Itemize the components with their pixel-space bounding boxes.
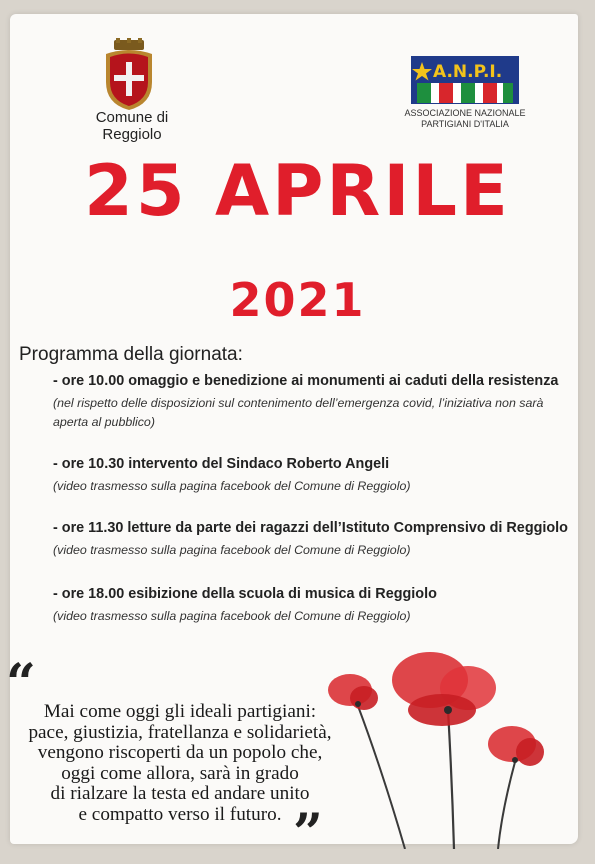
program-item: [53, 372, 573, 432]
program-item-main: - ore 10.30 intervento del Sindaco Roberto Angeli: [53, 456, 390, 472]
quote-line: pace, giustizia, fratellanza e solidarietà,: [28, 721, 332, 743]
quote-close-mark: ”: [293, 803, 323, 864]
quote-line: e compatto verso il futuro.: [78, 803, 282, 825]
quote-open-mark: “: [6, 653, 36, 714]
poppy-flowers-icon: [320, 640, 580, 849]
coat-of-arms-icon: [100, 38, 158, 112]
comune-line-2: Reggiolo: [102, 126, 162, 143]
quote-line: vengono riscoperti da un popolo che,: [37, 742, 323, 763]
anpi-logo-text: A.N.P.I.: [433, 62, 503, 82]
poster-title: 25 APRILE: [84, 150, 511, 232]
program-item: [53, 519, 573, 560]
comune-name: [86, 109, 178, 143]
program-item-note: (video trasmesso sulla pagina facebook del Comune di Reggiolo): [53, 609, 411, 623]
anpi-subtitle: [404, 108, 526, 130]
program-item-note: (video trasmesso sulla pagina facebook del Comune di Reggiolo): [53, 479, 411, 493]
quote-text: [20, 702, 340, 825]
program-item: [53, 585, 573, 626]
quote-line: di rialzare la testa ed andare unito: [50, 783, 310, 804]
program-heading: Programma della giornata:: [19, 344, 243, 365]
program-item: [53, 455, 573, 496]
comune-line-1: Comune di: [95, 109, 169, 126]
program-item-note: (video trasmesso sulla pagina facebook del Comune di Reggiolo): [53, 543, 411, 557]
quote-line: Mai come oggi gli ideali partigiani:: [43, 701, 317, 722]
quote-line: oggi come allora, sarà in grado: [61, 762, 299, 784]
anpi-line-1: ASSOCIAZIONE NAZIONALE: [404, 108, 526, 118]
program-item-main: - ore 10.00 omaggio e benedizione ai monumenti ai caduti della resistenza: [53, 373, 559, 389]
anpi-logo-icon: [411, 56, 519, 104]
poster-year: 2021: [229, 273, 366, 327]
anpi-line-2: PARTIGIANI D'ITALIA: [421, 119, 509, 129]
program-item-note: (nel rispetto delle disposizioni sul contenimento dell’emergenza covid, l’iniziativa non sarà aperta al pubblico): [53, 396, 544, 429]
program-item-main: - ore 18.00 esibizione della scuola di musica di Reggiolo: [53, 586, 437, 602]
program-item-main: - ore 11.30 letture da parte dei ragazzi dell’Istituto Comprensivo di Reggiolo: [53, 520, 568, 536]
